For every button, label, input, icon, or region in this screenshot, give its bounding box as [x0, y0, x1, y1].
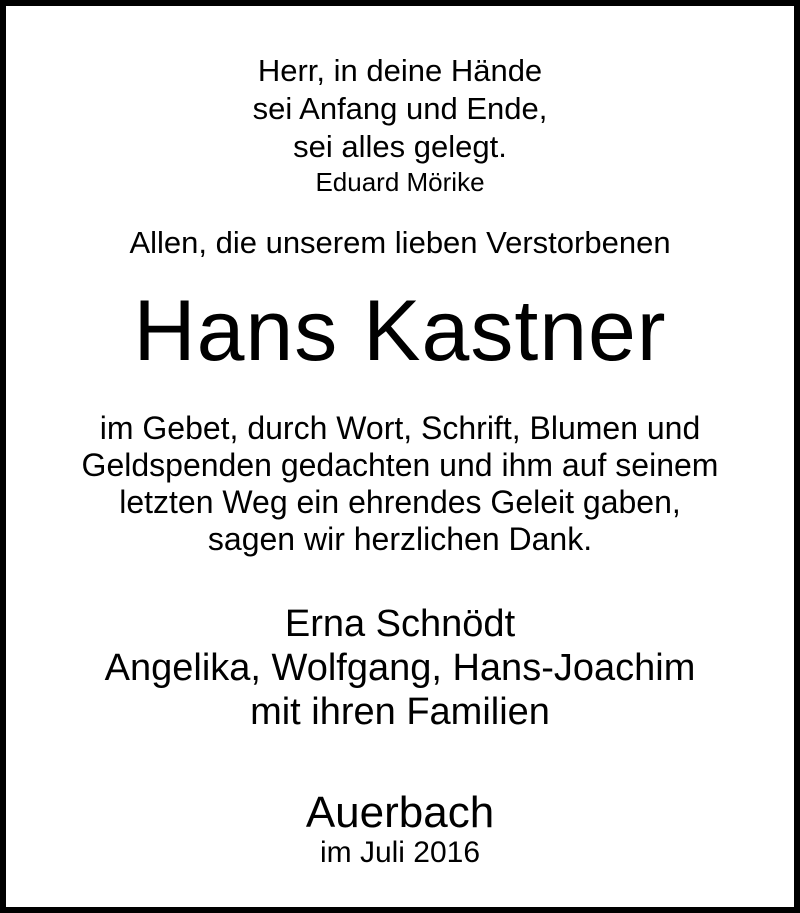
thanks-line: im Gebet, durch Wort, Schrift, Blumen und — [99, 410, 701, 446]
thanks-line: Geldspenden gedachten und ihm auf seinem — [81, 447, 719, 483]
family-names — [6, 602, 794, 734]
verse-line: sei Anfang und Ende, — [252, 91, 548, 126]
intro-line: Allen, die unserem lieben Verstorbenen — [129, 225, 671, 260]
thanks-paragraph — [6, 410, 794, 558]
date-line: im Juli 2016 — [319, 836, 481, 869]
place-name: Auerbach — [305, 788, 495, 837]
deceased-name: Hans Kastner — [133, 283, 667, 379]
family-line: Erna Schnödt — [284, 603, 516, 645]
verse-attribution: Eduard Mörike — [315, 167, 485, 197]
thanks-line: sagen wir herzlichen Dank. — [207, 521, 593, 557]
notice-content — [6, 6, 794, 907]
memorial-verse — [6, 52, 794, 198]
thanks-line: letzten Weg ein ehrendes Geleit gaben, — [119, 484, 681, 520]
family-line: mit ihren Familien — [250, 691, 550, 733]
verse-line: sei alles gelegt. — [293, 129, 507, 164]
verse-line: Herr, in deine Hände — [257, 53, 543, 88]
family-line: Angelika, Wolfgang, Hans-Joachim — [104, 647, 696, 689]
